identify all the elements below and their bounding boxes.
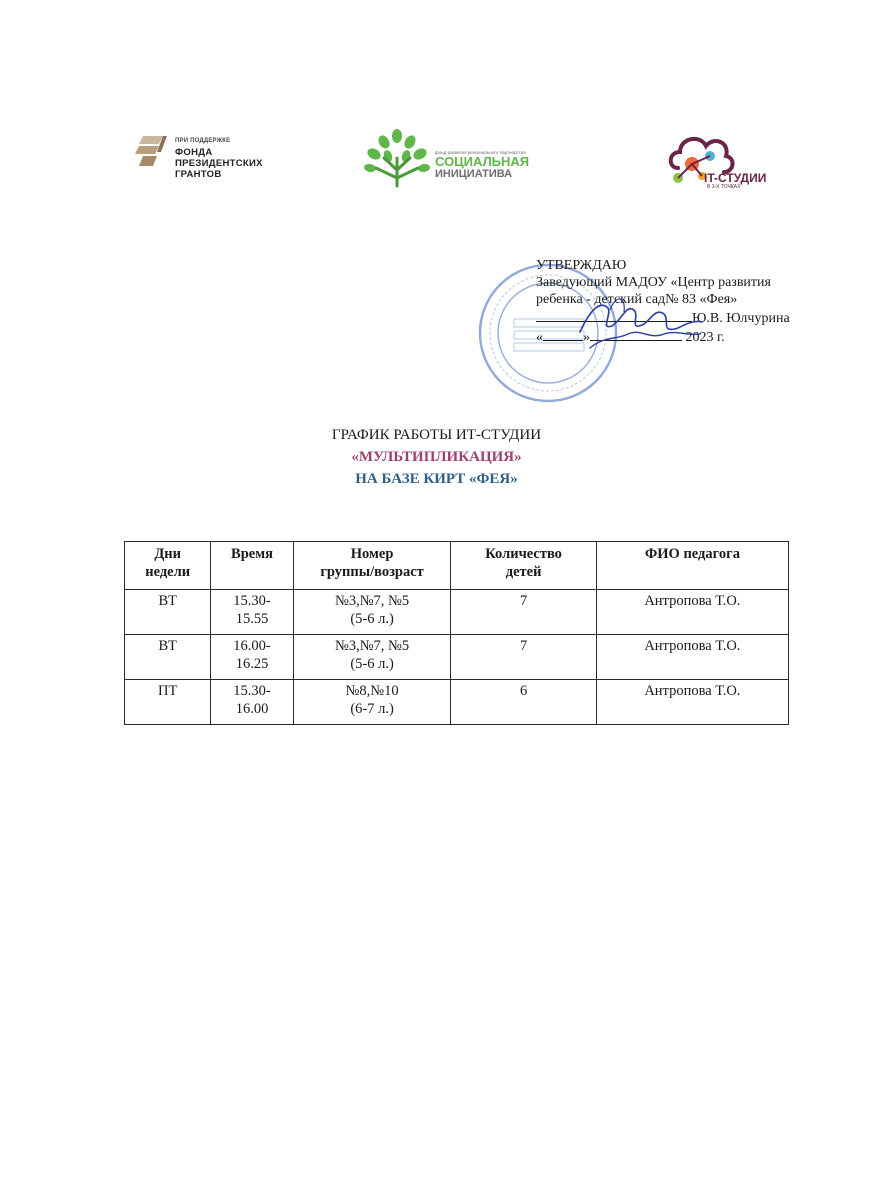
handwritten-signature xyxy=(560,290,710,360)
it-studios-text xyxy=(704,172,766,190)
date-quote-open: « xyxy=(536,330,543,345)
pfpg-line3: ПРЕЗИДЕНТСКИХ xyxy=(175,158,263,169)
header-time: Время xyxy=(211,542,293,590)
si-small-line: фонд развития регионального партнерства xyxy=(435,150,526,155)
it-name: IT-СТУДИИ xyxy=(704,171,767,185)
title-line1: ГРАФИК РАБОТЫ ИТ-СТУДИИ xyxy=(331,427,542,443)
si-line1: СОЦИАЛЬНАЯ xyxy=(435,154,530,169)
title-line3: НА БАЗЕ КИРТ «ФЕЯ» xyxy=(355,471,518,487)
date-quote-close: » xyxy=(583,330,590,345)
approval-year: 2023 г. xyxy=(685,330,725,345)
table-row xyxy=(125,680,789,725)
logo-presidential-grants xyxy=(133,128,283,188)
schedule-table xyxy=(124,541,789,725)
title-line2: «МУЛЬТИПЛИКАЦИЯ» xyxy=(351,449,522,465)
tree-icon xyxy=(362,128,432,190)
cell-teacher: Антропова Т.О. xyxy=(596,590,788,635)
cell-group: №8,№10 (6-7 л.) xyxy=(293,680,451,725)
table-header-row xyxy=(125,542,789,590)
cell-day: ВТ xyxy=(125,635,211,680)
approval-organization: ребенка - детский сад№ 83 «Фея» xyxy=(536,292,738,307)
approval-signer: Ю.В. Юлчурина xyxy=(692,311,790,326)
header-count: Количество детей xyxy=(451,542,596,590)
social-initiative-text xyxy=(435,150,529,180)
cell-time: 15.30- 15.55 xyxy=(211,590,293,635)
cell-group: №3,№7, №5 (5-6 л.) xyxy=(293,590,451,635)
table-row xyxy=(125,635,789,680)
approval-position: Заведующий МАДОУ «Центр развития xyxy=(536,275,771,290)
pfpg-line4: ГРАНТОВ xyxy=(175,169,222,180)
cell-day: ВТ xyxy=(125,590,211,635)
document-title xyxy=(0,424,873,490)
pfpg-line1: ПРИ ПОДДЕРЖКЕ xyxy=(175,138,231,144)
cell-teacher: Антропова Т.О. xyxy=(596,635,788,680)
pfpg-line2: ФОНДА xyxy=(175,147,213,158)
logo-social-initiative xyxy=(362,128,542,190)
header-days: Дни недели xyxy=(125,542,211,590)
cell-day: ПТ xyxy=(125,680,211,725)
table-row xyxy=(125,590,789,635)
cell-count: 6 xyxy=(451,680,596,725)
cell-count: 7 xyxy=(451,590,596,635)
cell-group: №3,№7, №5 (5-6 л.) xyxy=(293,635,451,680)
header-group: Номер группы/возраст xyxy=(293,542,451,590)
presidential-grants-text xyxy=(175,136,263,180)
cell-time: 16.00- 16.25 xyxy=(211,635,293,680)
approval-heading: УТВЕРЖДАЮ xyxy=(536,258,627,273)
it-sub: В 3-Х ТОЧКАХ xyxy=(707,184,741,190)
header-teacher: ФИО педагога xyxy=(596,542,788,590)
presidential-grants-icon xyxy=(133,134,169,168)
cell-count: 7 xyxy=(451,635,596,680)
cell-teacher: Антропова Т.О. xyxy=(596,680,788,725)
cell-time: 15.30- 16.00 xyxy=(211,680,293,725)
si-line2: ИНИЦИАТИВА xyxy=(435,168,513,180)
logo-it-studios xyxy=(664,128,784,200)
